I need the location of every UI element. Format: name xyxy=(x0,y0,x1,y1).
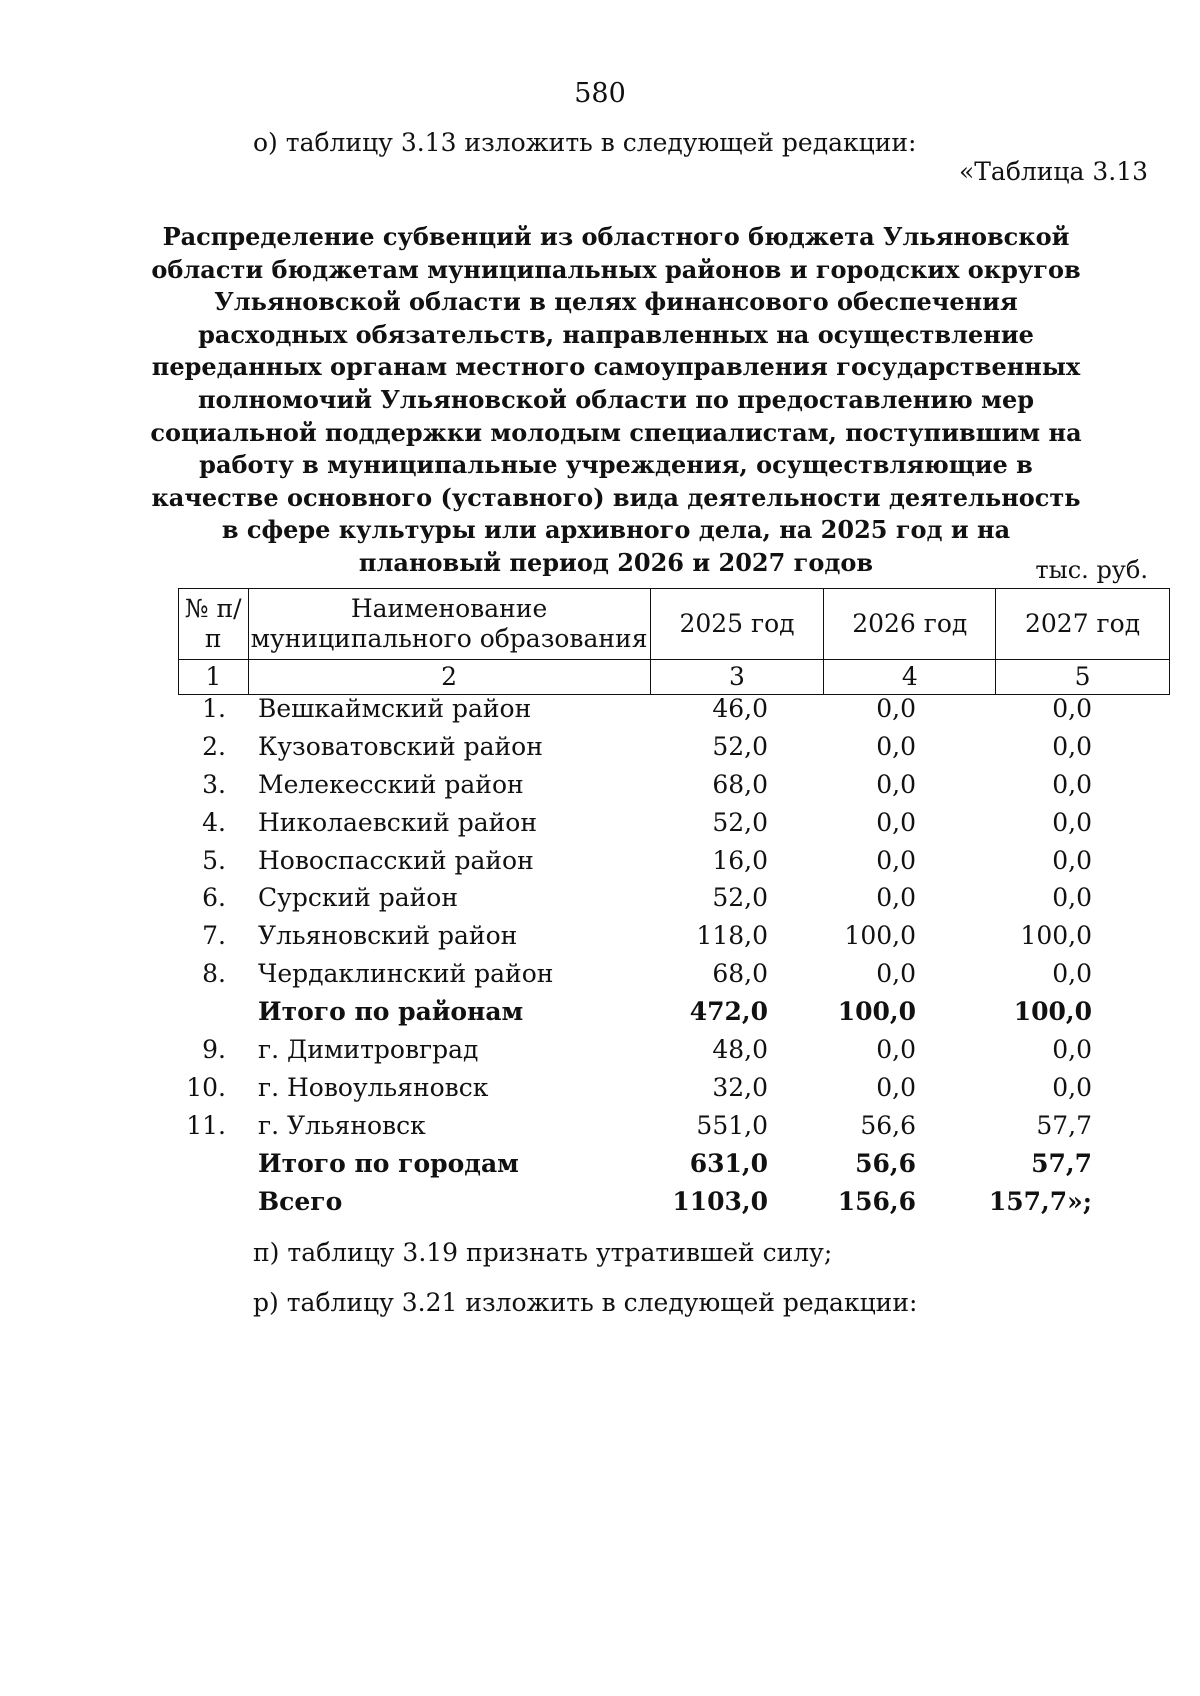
table-row xyxy=(178,804,1170,842)
value-2026: 56,6 xyxy=(860,1110,916,1140)
header-2026: 2026 год xyxy=(824,589,996,660)
value-2026: 0,0 xyxy=(876,845,916,875)
row-number: 9. xyxy=(202,1035,226,1065)
row-number: 7. xyxy=(202,921,226,951)
row-name: Новоспасский район xyxy=(258,845,534,875)
page-number: 580 xyxy=(574,78,626,109)
value-2026: 0,0 xyxy=(876,1035,916,1065)
col-number: 4 xyxy=(824,660,996,695)
value-2025: 16,0 xyxy=(712,845,768,875)
after-text-1: п) таблицу 3.19 признать утратившей силу; xyxy=(253,1238,833,1267)
value-2027: 0,0 xyxy=(1052,1072,1092,1102)
table-row xyxy=(178,1183,1170,1221)
value-2026: 56,6 xyxy=(855,1148,916,1178)
value-2027: 0,0 xyxy=(1052,883,1092,913)
table-row xyxy=(178,993,1170,1031)
row-name: Мелекесский район xyxy=(258,769,524,799)
value-2025: 68,0 xyxy=(712,959,768,989)
table-row xyxy=(178,766,1170,804)
col-number: 1 xyxy=(179,660,249,695)
row-name: Сурский район xyxy=(258,883,459,913)
table-row xyxy=(178,690,1170,728)
value-2025: 52,0 xyxy=(712,807,768,837)
value-2025: 1103,0 xyxy=(672,1186,768,1216)
value-2026: 0,0 xyxy=(876,807,916,837)
value-2027: 0,0 xyxy=(1052,769,1092,799)
value-2027: 57,7 xyxy=(1031,1148,1092,1178)
table-row xyxy=(178,842,1170,880)
row-number: 2. xyxy=(202,731,226,761)
row-name: Вешкаймский район xyxy=(258,694,532,723)
value-2027: 0,0 xyxy=(1052,1035,1092,1065)
value-2027: 0,0 xyxy=(1052,807,1092,837)
value-2027: 100,0 xyxy=(1013,997,1092,1027)
table-row xyxy=(178,955,1170,993)
table-row xyxy=(178,917,1170,955)
value-2026: 156,6 xyxy=(837,1186,916,1216)
value-2027: 0,0 xyxy=(1052,694,1092,723)
value-2027: 157,7»; xyxy=(988,1186,1092,1216)
value-2026: 0,0 xyxy=(876,769,916,799)
table-row xyxy=(178,1031,1170,1069)
value-2025: 52,0 xyxy=(712,883,768,913)
row-number: 8. xyxy=(202,959,226,989)
row-number: 4. xyxy=(202,807,226,837)
col-number: 3 xyxy=(650,660,824,695)
value-2025: 551,0 xyxy=(696,1110,768,1140)
table-label: «Таблица 3.13 xyxy=(958,157,1148,186)
value-2026: 0,0 xyxy=(876,731,916,761)
row-name: Итого по районам xyxy=(258,997,524,1027)
value-2025: 46,0 xyxy=(712,694,768,723)
value-2025: 118,0 xyxy=(696,921,768,951)
value-2027: 100,0 xyxy=(1020,921,1092,951)
header-name: Наименование муниципального образования xyxy=(248,589,650,660)
row-number: 3. xyxy=(202,769,226,799)
value-2026: 0,0 xyxy=(876,959,916,989)
value-2025: 48,0 xyxy=(712,1035,768,1065)
row-number: 5. xyxy=(202,845,226,875)
value-2027: 0,0 xyxy=(1052,731,1092,761)
row-number: 10. xyxy=(186,1072,226,1102)
table-row xyxy=(178,1069,1170,1107)
table-body xyxy=(178,690,1170,1220)
value-2027: 0,0 xyxy=(1052,959,1092,989)
row-name: Всего xyxy=(258,1186,343,1216)
row-name: Кузоватовский район xyxy=(258,731,543,761)
row-name: Чердаклинский район xyxy=(258,959,554,989)
col-number: 5 xyxy=(996,660,1170,695)
table-row xyxy=(178,879,1170,917)
value-2025: 631,0 xyxy=(689,1148,768,1178)
value-2027: 57,7 xyxy=(1036,1110,1092,1140)
row-name: Итого по городам xyxy=(258,1148,519,1178)
after-text-2: р) таблицу 3.21 изложить в следующей редакции: xyxy=(253,1288,918,1317)
row-name: г. Димитровград xyxy=(258,1035,479,1065)
table-row xyxy=(178,1145,1170,1183)
value-2027: 0,0 xyxy=(1052,845,1092,875)
table-title: Распределение субвенций из областного бюджета Ульяновской области бюджетам муниципальных районов и городских округов Ульяновской области в целях финансового обеспечения расходных обязательств, направленных на осуществление переданных органам местного самоуправления государственных полномочий Ульяновской области по предоставлению мер социальной поддержки молодым специалистам, поступившим на работу в муниципальные учреждения, осуществляющие в качестве основного (уставного) вида деятельности деятельность в сфере культуры или архивного дела, на 2025 год и на плановый период 2026 и 2027 годов xyxy=(150,222,1082,577)
row-number: 1. xyxy=(202,694,226,723)
col-number: 2 xyxy=(248,660,650,695)
units-label: тыс. руб. xyxy=(1035,556,1148,584)
table-row xyxy=(178,1107,1170,1145)
value-2026: 100,0 xyxy=(837,997,916,1027)
value-2025: 68,0 xyxy=(712,769,768,799)
table-row xyxy=(178,728,1170,766)
row-number: 11. xyxy=(186,1110,226,1140)
value-2026: 0,0 xyxy=(876,883,916,913)
table-header xyxy=(178,588,1170,695)
value-2025: 52,0 xyxy=(712,731,768,761)
row-name: Ульяновский район xyxy=(258,921,518,951)
value-2025: 32,0 xyxy=(712,1072,768,1102)
row-name: г. Ульяновск xyxy=(258,1110,426,1140)
value-2026: 0,0 xyxy=(876,694,916,723)
value-2025: 472,0 xyxy=(689,997,768,1027)
header-2027: 2027 год xyxy=(996,589,1170,660)
header-2025: 2025 год xyxy=(650,589,824,660)
value-2026: 0,0 xyxy=(876,1072,916,1102)
row-name: г. Новоульяновск xyxy=(258,1072,489,1102)
row-number: 6. xyxy=(202,883,226,913)
row-name: Николаевский район xyxy=(258,807,537,837)
header-num: № п/п xyxy=(179,589,249,660)
intro-text: о) таблицу 3.13 изложить в следующей редакции: xyxy=(253,128,917,157)
value-2026: 100,0 xyxy=(844,921,916,951)
